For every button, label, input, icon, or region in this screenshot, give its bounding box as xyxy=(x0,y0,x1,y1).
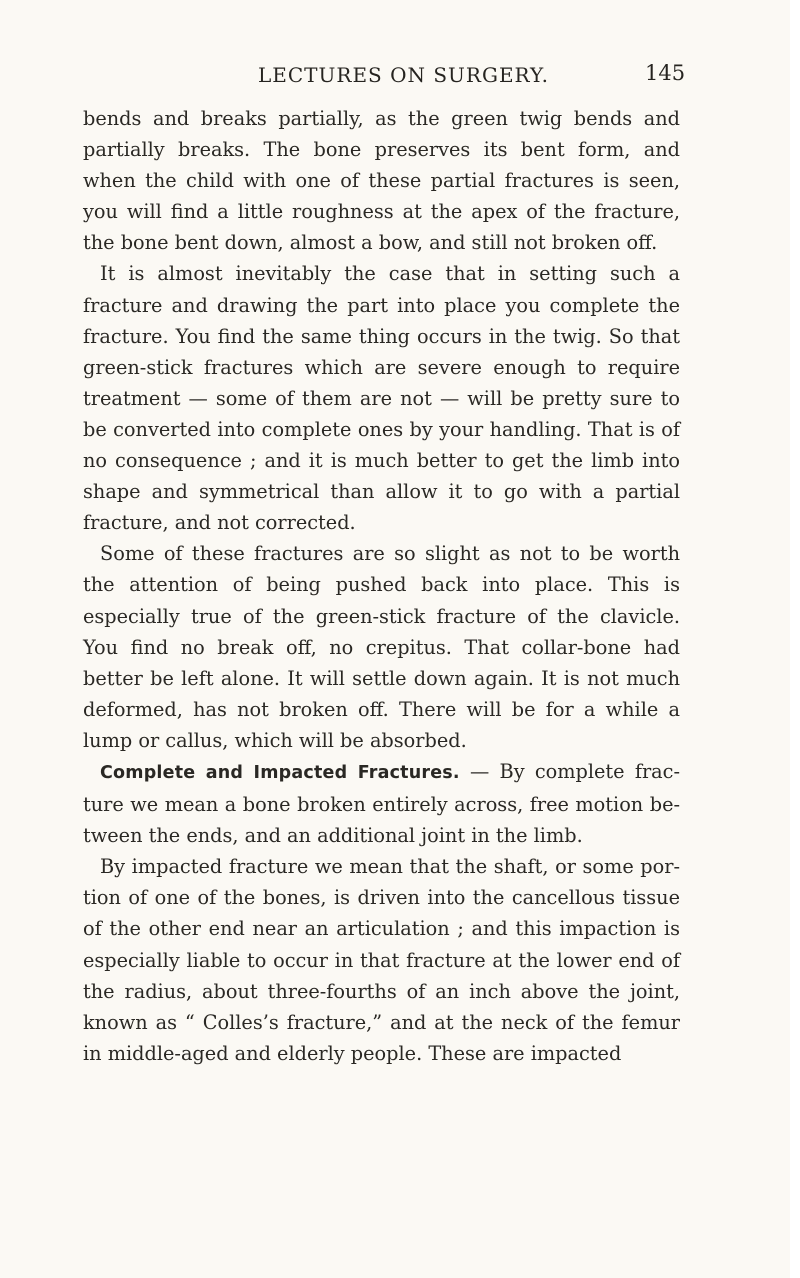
paragraph: By impacted fracture we mean that the shaft, or some portion of one of the bones, is driven into the cancellous tissue of the other end near an articulation ; and this impaction is especially liable to occur in that fracture at the lower end of the radius, about three-fourths of an inch above the joint, known as “ Colles’s fracture,” and at the neck of the femur in middle-aged and elderly people. These are impacted xyxy=(83,855,680,1065)
page-body xyxy=(83,103,680,1069)
paragraph: It is almost inevitably the case that in setting such a fracture and drawing the part into place you complete the fracture. You find the same thing occurs in the twig. So that green-stick fractures which are severe enough to require treatment — some of them are not — will be pretty sure to be converted into complete ones by your handling. That is of no consequence ; and it is much better to get the limb into shape and symmetrical than allow it to go with a partial fracture, and not corrected. xyxy=(83,262,680,535)
page-number: 145 xyxy=(645,61,686,85)
paragraph-text: — By complete fracture we mean a bone broken entirely across, free motion between the ends, and an additional joint in the limb. xyxy=(83,759,680,848)
section-heading: Complete and Impacted Fractures. xyxy=(100,762,460,783)
paragraph: Some of these fractures are so slight as not to be worth the attention of being pushed back into place. This is especially true of the green-stick fracture of the clavicle. You find no break off, no crepitus. That collar-bone had better be left alone. It will settle down again. It is not much deformed, has not broken off. There will be for a while a lump or callus, which will be absorbed. xyxy=(83,542,680,752)
paragraph: bends and breaks partially, as the green twig bends and partially breaks. The bone preserves its bent form, and when the child with one of these partial fractures is seen, you will find a little roughness at the apex of the fracture, the bone bent down, almost a bow, and still not broken off. xyxy=(83,107,680,255)
paragraph xyxy=(83,756,680,851)
running-head-title: LECTURES ON SURGERY. xyxy=(258,63,549,87)
